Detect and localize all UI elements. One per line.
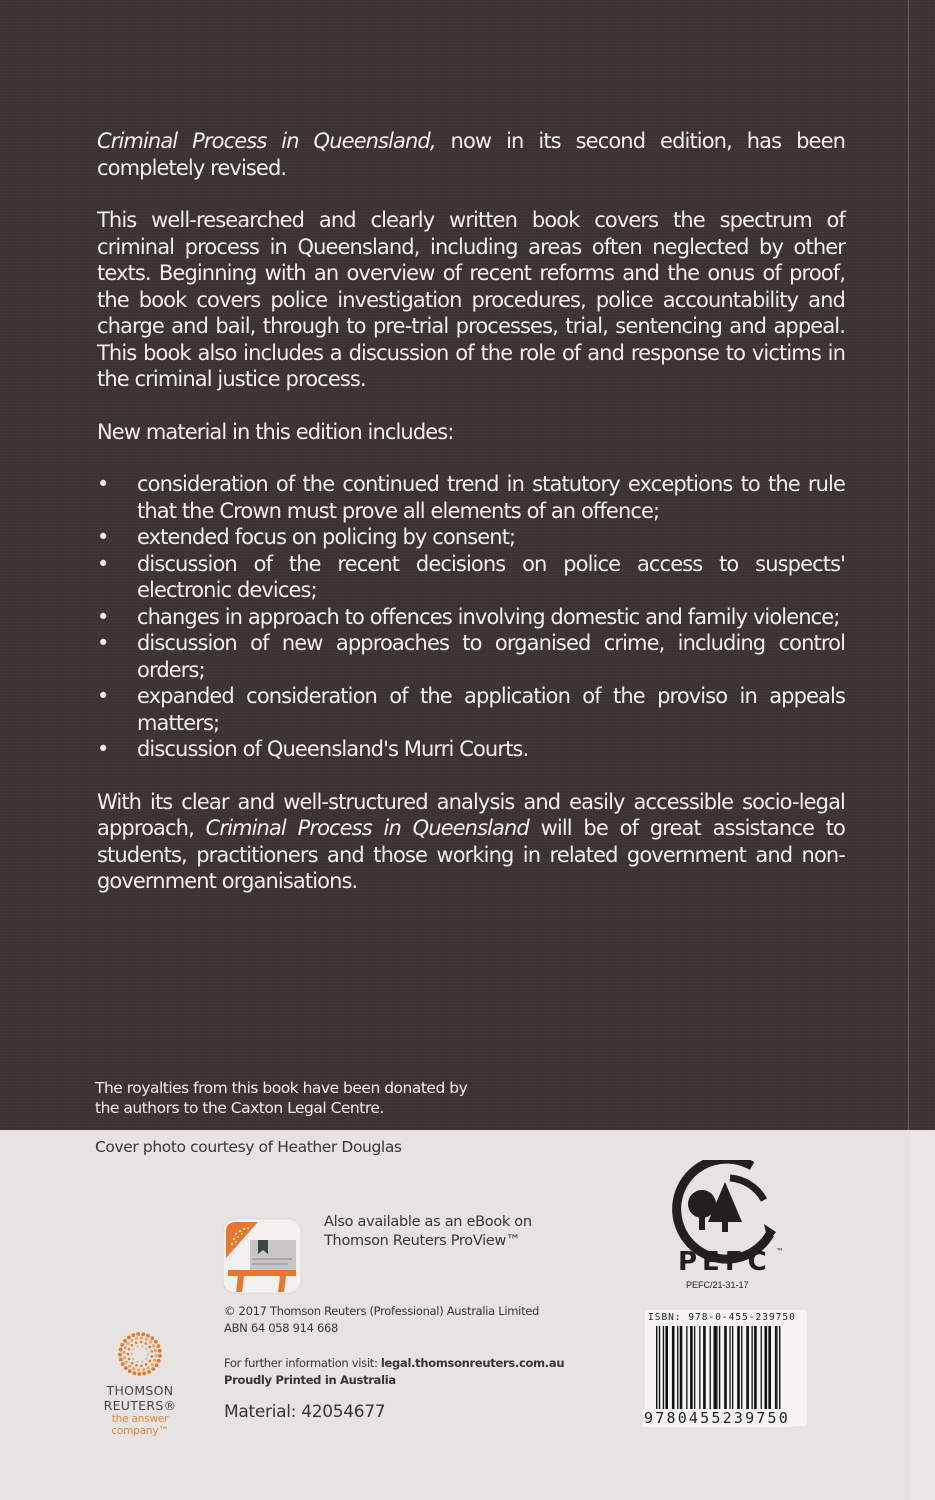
- logo-dot: [147, 1366, 150, 1369]
- logo-dot: [145, 1363, 148, 1366]
- barcode-bar: [741, 1326, 742, 1410]
- bullet-icon: •: [97, 684, 109, 708]
- logo-dot: [131, 1344, 134, 1347]
- logo-dot: [137, 1361, 139, 1363]
- logo-dot: [151, 1367, 155, 1371]
- logo-dot: [141, 1332, 145, 1336]
- list-item: • discussion of new approaches to organised crime, including control orders;: [97, 631, 845, 682]
- new-material-heading: New material in this edition includes:: [97, 419, 454, 444]
- logo-dot: [119, 1348, 123, 1352]
- logo-dot: [152, 1344, 155, 1347]
- barcode-bar: [754, 1326, 757, 1410]
- barcode-bar: [694, 1326, 695, 1410]
- pefc-logo: [672, 1160, 792, 1280]
- logo-dot: [147, 1370, 151, 1374]
- logo-dot: [124, 1366, 128, 1370]
- logo-dot: [150, 1350, 153, 1353]
- logo-dot: [150, 1363, 153, 1366]
- list-item: • consideration of the continued trend in statutory exceptions to the rule that the Crown must prove all elements of an offence;: [97, 472, 845, 523]
- barcode-bar: [775, 1326, 776, 1410]
- barcode-bar: [665, 1326, 668, 1410]
- logo-dot: [128, 1358, 131, 1361]
- logo-dot: [128, 1364, 131, 1367]
- barcode-bar: [686, 1326, 687, 1410]
- logo-dot: [137, 1345, 139, 1347]
- logo-dot: [125, 1361, 128, 1364]
- logo-dot: [137, 1372, 141, 1376]
- logo-dot: [131, 1333, 135, 1337]
- logo-dot: [155, 1363, 159, 1367]
- closing-paragraph: With its clear and well-structured analysis and easily accessible socio-legal approach, Criminal Process in Queensland will be of great assistance to students, practitioners and those working in related government and non-government organisations.: [97, 789, 846, 893]
- logo-dot: [141, 1361, 143, 1363]
- isbn-digits: 9780455239750: [644, 1409, 790, 1427]
- logo-dot: [146, 1334, 150, 1338]
- logo-dot: [145, 1338, 148, 1341]
- logo-dot: [150, 1355, 153, 1358]
- publisher-url[interactable]: legal.thomsonreuters.com.au: [380, 1356, 565, 1370]
- logo-dot: [127, 1336, 131, 1340]
- bullet-icon: •: [97, 525, 109, 549]
- pefc-certification-code: PEFC/21-31-17: [686, 1280, 749, 1290]
- ebook-availability: Also available as an eBook on Thomson Reuters ProView™: [324, 1214, 532, 1249]
- bullet-icon: •: [97, 604, 109, 629]
- logo-dot: [131, 1362, 134, 1365]
- material-number: Material: 42054677: [224, 1402, 386, 1422]
- logo-dot: [153, 1359, 156, 1362]
- logo-dot: [123, 1339, 127, 1343]
- book-title: Criminal Process in Queensland,: [97, 129, 436, 153]
- thomson-reuters-logo: THOMSON REUTERS® the answer company™: [85, 1330, 195, 1437]
- abn: ABN 64 058 914 668: [224, 1321, 339, 1335]
- barcode-bar: [752, 1326, 753, 1410]
- logo-dot: [154, 1349, 157, 1352]
- logo-dot: [128, 1369, 132, 1373]
- logo-dot: [132, 1371, 136, 1375]
- copyright-notice: © 2017 Thomson Reuters (Professional) Australia Limited ABN 64 058 914 668: [224, 1303, 604, 1337]
- printed-in: Proudly Printed in Australia: [224, 1373, 396, 1387]
- barcode-bar: [710, 1326, 711, 1410]
- barcode-bar: [724, 1326, 727, 1410]
- book-title: Criminal Process in Queensland: [205, 816, 529, 840]
- spine-fold-line: [908, 0, 909, 1130]
- logo-dot: [133, 1348, 135, 1350]
- logo-dot: [156, 1344, 160, 1348]
- logo-dot: [132, 1367, 135, 1370]
- pefc-label: PEFC: [678, 1247, 772, 1277]
- logo-dot: [158, 1354, 162, 1358]
- cover-photo-credit: Cover photo courtesy of Heather Douglas: [95, 1138, 402, 1156]
- list-item: • extended focus on policing by consent;: [97, 525, 516, 549]
- logo-dot: [128, 1348, 131, 1351]
- barcode-guard-bar: [776, 1326, 777, 1422]
- logo-dot: [148, 1346, 151, 1349]
- bullet-icon: •: [97, 737, 109, 761]
- barcode-bar: [663, 1326, 664, 1410]
- proview-app-icon: [222, 1218, 302, 1294]
- logo-dot: [118, 1353, 122, 1357]
- barcode-guard-bar: [656, 1326, 657, 1422]
- logo-dot: [130, 1339, 133, 1342]
- barcode-guard-bar: [779, 1326, 780, 1422]
- further-information: For further information visit: legal.thomsonreuters.com.au Proudly Printed in Australia: [224, 1356, 565, 1387]
- logo-dot: [136, 1332, 140, 1336]
- logo-dot: [124, 1346, 127, 1349]
- logo-dot: [140, 1336, 143, 1339]
- barcode-bar: [699, 1326, 700, 1410]
- barcode-bar: [768, 1326, 771, 1410]
- svg-text:™: ™: [776, 1247, 784, 1256]
- logo-dot: [142, 1372, 146, 1376]
- barcode-bar: [761, 1326, 762, 1410]
- logo-dot: [122, 1351, 125, 1354]
- bullet-icon: •: [97, 472, 109, 496]
- logo-dot: [145, 1348, 147, 1350]
- list-item: • discussion of the recent decisions on police access to suspects' electronic devices;: [97, 551, 845, 602]
- logo-dot: [119, 1358, 123, 1362]
- barcode-bar: [677, 1326, 678, 1410]
- barcode-bar: [732, 1326, 733, 1410]
- logo-dot: [149, 1340, 152, 1343]
- intro-paragraph: Criminal Process in Queensland, now in its second edition, has been completely revised.: [97, 129, 846, 180]
- logo-dot: [137, 1368, 140, 1371]
- list-item: • changes in approach to offences involving domestic and family violence;: [97, 604, 840, 629]
- logo-dot: [154, 1354, 157, 1357]
- logo-dot: [123, 1356, 126, 1359]
- barcode-guard-bar: [659, 1326, 660, 1422]
- logo-dot: [154, 1340, 158, 1344]
- logo-dot: [135, 1337, 138, 1340]
- logo-dot: [135, 1341, 138, 1344]
- logo-dot: [133, 1358, 135, 1360]
- bullet-icon: •: [97, 631, 109, 655]
- barcode-guard-bar: [719, 1326, 720, 1422]
- logo-dot: [158, 1349, 162, 1353]
- cover-edge: [910, 1130, 935, 1500]
- logo-dot: [157, 1359, 161, 1363]
- blurb: [97, 128, 845, 921]
- list-item: • expanded consideration of the application of the proviso in appeals matters;: [97, 684, 845, 735]
- barcode-bar: [729, 1326, 730, 1410]
- logo-dot: [140, 1365, 143, 1368]
- barcode-guard-bar: [716, 1326, 717, 1422]
- barcode-bar: [680, 1326, 683, 1410]
- barcode-bar: [690, 1326, 693, 1410]
- new-material-list: [97, 471, 845, 763]
- isbn-label: ISBN: 978-0-455-239750: [648, 1312, 796, 1323]
- logo-dot: [147, 1353, 149, 1355]
- logo-dot: [142, 1368, 145, 1371]
- bullet-icon: •: [97, 551, 109, 576]
- barcode-bar: [672, 1326, 675, 1410]
- thomson-reuters-dot-ring-icon: [116, 1330, 164, 1378]
- logo-dot: [135, 1364, 138, 1367]
- barcode-bar: [714, 1326, 717, 1410]
- logo-dot: [127, 1353, 130, 1356]
- logo-dot: [121, 1362, 125, 1366]
- isbn-barcode: [646, 1326, 806, 1422]
- royalties-note: The royalties from this book have been donated by the authors to the Caxton Legal Centre.: [95, 1079, 468, 1117]
- barcode-bar: [737, 1326, 740, 1410]
- logo-dot: [148, 1360, 151, 1363]
- logo-dot: [145, 1358, 147, 1360]
- barcode-bar: [703, 1326, 706, 1410]
- logo-dot: [126, 1342, 129, 1345]
- logo-dot: [120, 1343, 124, 1347]
- logo-dot: [140, 1341, 143, 1344]
- overview-paragraph: This well-researched and clearly written book covers the spectrum of criminal process in Queensland, including areas often neglected by other texts. Beginning with an overview of recent reforms and the onus of proof, the book covers police investigation procedures, police accountability and charge and bail, through to pre-trial processes, trial, sentencing and appeal. This book also includes a discussion of the role of and response to victims in the criminal justice process.: [97, 208, 845, 391]
- barcode-bar: [746, 1326, 749, 1410]
- list-item: • discussion of Queensland's Murri Courts.: [97, 737, 529, 761]
- logo-dot: [150, 1336, 154, 1340]
- logo-dot: [141, 1345, 143, 1347]
- logo-dot: [131, 1353, 133, 1355]
- barcode-bar: [765, 1326, 768, 1410]
- logo-dot: [145, 1342, 148, 1345]
